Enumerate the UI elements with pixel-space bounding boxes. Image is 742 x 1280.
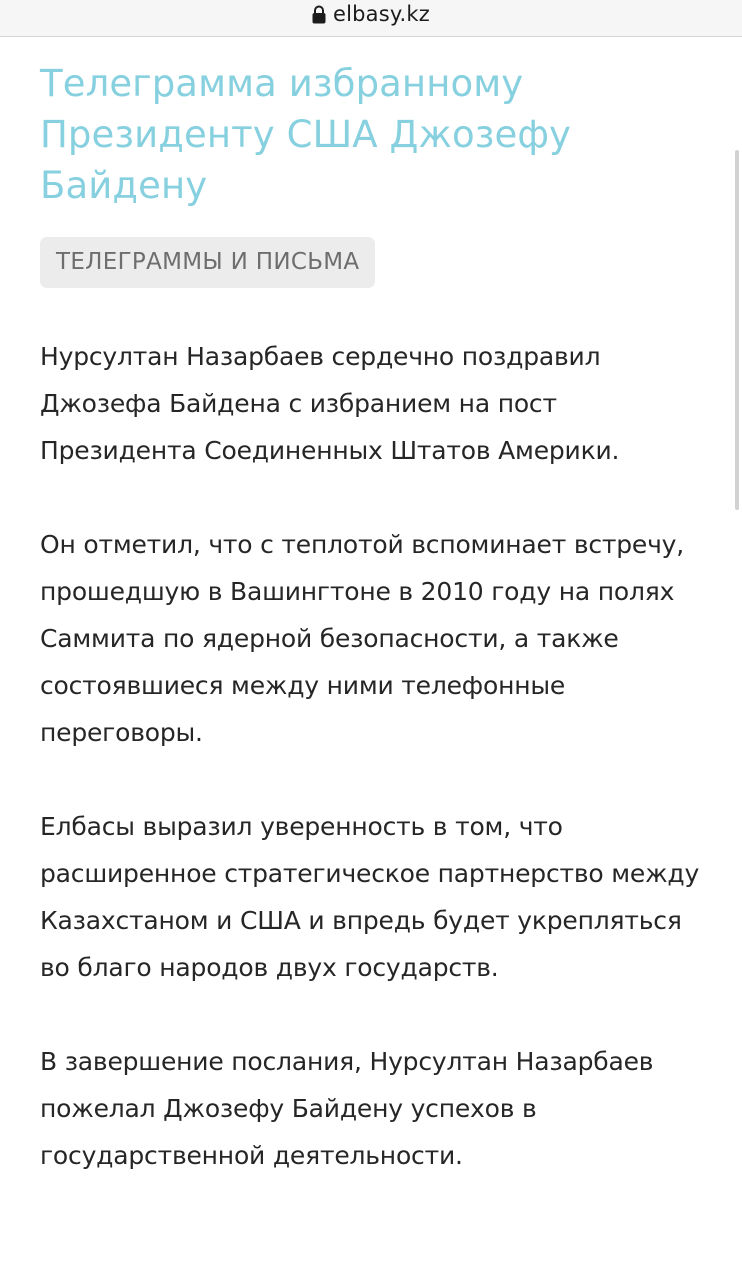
article-paragraph-2: Он отметил, что с теплотой вспоминает встречу, прошедшую в Вашингтоне в 2010 году на полях Саммита по ядерной безопасности, а также состоявшиеся между ними телефонные переговоры. <box>40 530 685 747</box>
article-paragraph-3: Елбасы выразил уверенность в том, что расширенное стратегическое партнерство между Казахстаном и США и впредь будет укрепляться во благо народов двух государств. <box>40 812 700 982</box>
category-badge[interactable]: ТЕЛЕГРАММЫ И ПИСЬМА <box>40 237 375 288</box>
page-title: Телеграмма избранному Президенту США Джозефу Байдену <box>40 62 572 207</box>
article <box>40 58 710 1179</box>
article-paragraph-4: В завершение послания, Нурсултан Назарбаев пожелал Джозефу Байдену успехов в государственной деятельности. <box>40 1047 654 1170</box>
lock-icon <box>312 5 326 24</box>
url-text: elbasy.kz <box>333 2 430 26</box>
address-bar[interactable] <box>0 0 742 37</box>
article-paragraph-1: Нурсултан Назарбаев сердечно поздравил Джозефа Байдена с избранием на пост Президента Соединенных Штатов Америки. <box>40 342 620 465</box>
scrollbar[interactable] <box>735 150 739 510</box>
url-display[interactable] <box>312 2 430 26</box>
